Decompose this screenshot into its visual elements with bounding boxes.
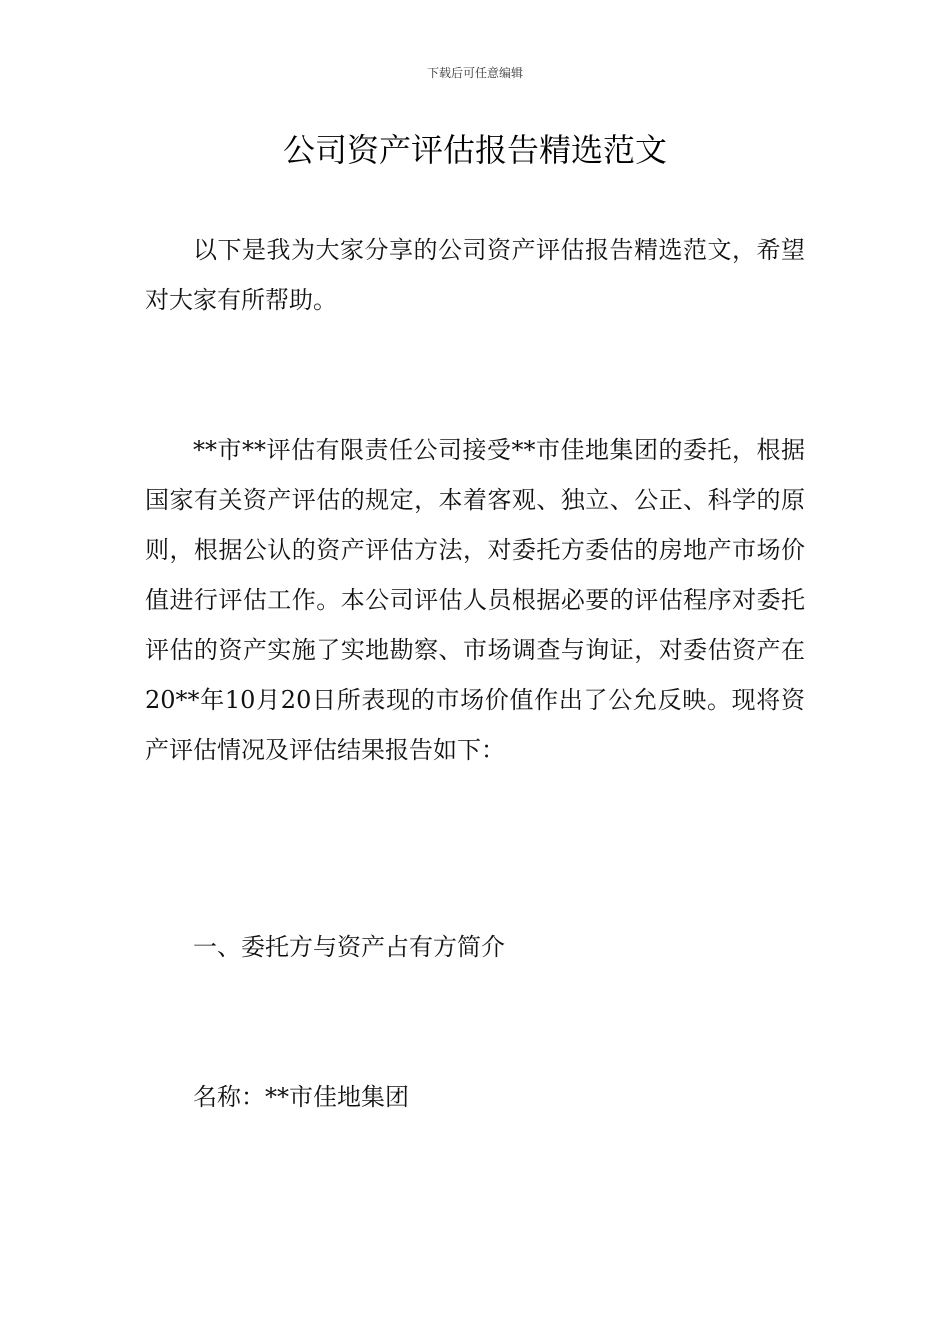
document-title: 公司资产评估报告精选范文 (282, 131, 667, 169)
header-note: 下载后可任意编辑 (426, 66, 523, 80)
body-paragraph: **市**评估有限责任公司接受**市佳地集团的委托，根据国家有关资产评估的规定，本着客观、独立、公正、科学的原则，根据公认的资产评估方法，对委托方委估的房地产市场价值进行评估工作。本公司评估人员根据必要的评估程序对委托评估的资产实施了实地勘察、市场调查与询证，对委估资产在 20**年10月20日所表现的市场价值作出了公允反映。现将资产评估情况及评估结果报告如下： (145, 436, 805, 764)
name-line: 名称：**市佳地集团 (193, 1083, 409, 1111)
section-heading: 一、委托方与资产占有方简介 (193, 933, 505, 961)
intro-paragraph: 以下是我为大家分享的公司资产评估报告精选范文，希望对大家有所帮助。 (145, 236, 805, 314)
